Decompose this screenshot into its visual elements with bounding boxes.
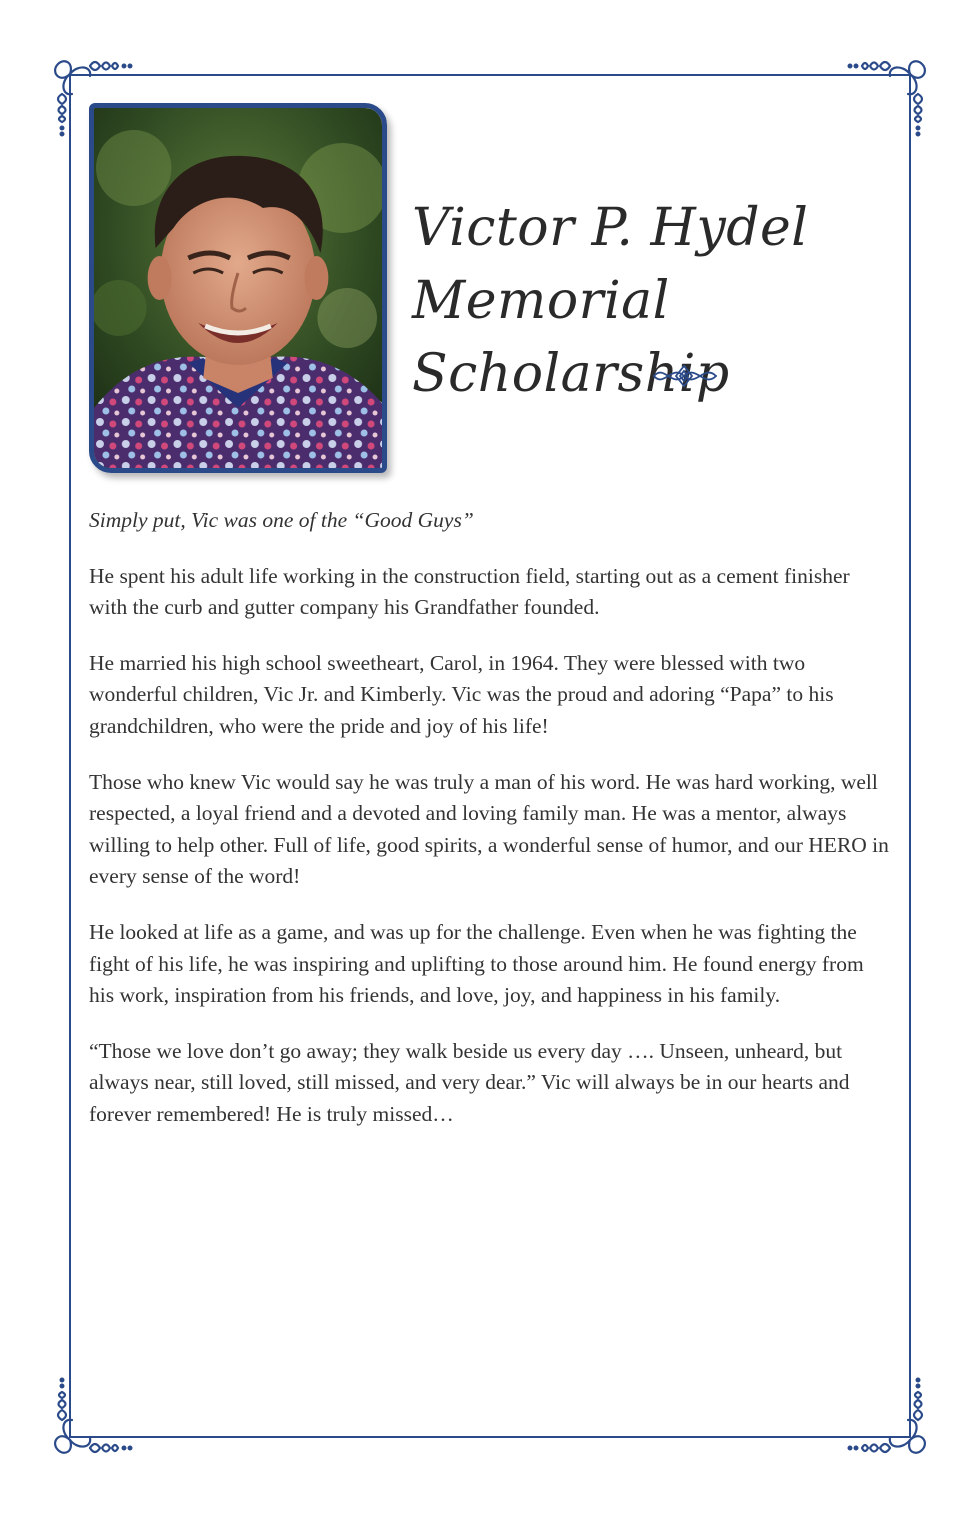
title-line-3: Scholarship — [412, 344, 730, 404]
paragraph: Those who knew Vic would say he was truly a man of his word. He was hard working, well respected, a loyal friend and a devoted and loving family man. He was a mentor, always willing to help other. Full of life, good spirits, a wonderful sense of humor, and our HERO in every sense of the word! — [89, 769, 889, 889]
title-line-1: Victor P. Hydel — [412, 198, 809, 258]
paragraph: He spent his adult life working in the construction field, starting out as a cement finisher with the curb and gutter company his Grandfather founded. — [89, 563, 850, 620]
paragraph: “Those we love don’t go away; they walk beside us every day …. Unseen, unheard, but always near, still loved, still missed, and very dear.” Vic will always be in our hearts and forever remembered! He is truly missed… — [89, 1038, 850, 1126]
corner-flourish-icon — [840, 44, 940, 144]
corner-flourish-icon — [840, 1370, 940, 1470]
paragraph: He married his high school sweetheart, Carol, in 1964. They were blessed with two wonderful children, Vic Jr. and Kimberly. Vic was the proud and adoring “Papa” to his grandchildren, who were the pride and joy of his life! — [89, 650, 834, 738]
corner-flourish-icon — [40, 1370, 140, 1470]
page-title — [412, 192, 808, 411]
intro-paragraph: Simply put, Vic was one of the “Good Guys” — [89, 508, 474, 532]
memorial-text — [89, 505, 889, 1155]
paragraph: He looked at life as a game, and was up for the challenge. Even when he was fighting the fight of his life, he was inspiring and uplifting to those around him. He found energy from his work, inspiration from his friends, and love, joy, and happiness in his family. — [89, 919, 864, 1008]
title-line-2: Memorial — [412, 271, 670, 331]
portrait-photo — [89, 103, 387, 473]
knot-ornament-icon — [650, 356, 720, 396]
